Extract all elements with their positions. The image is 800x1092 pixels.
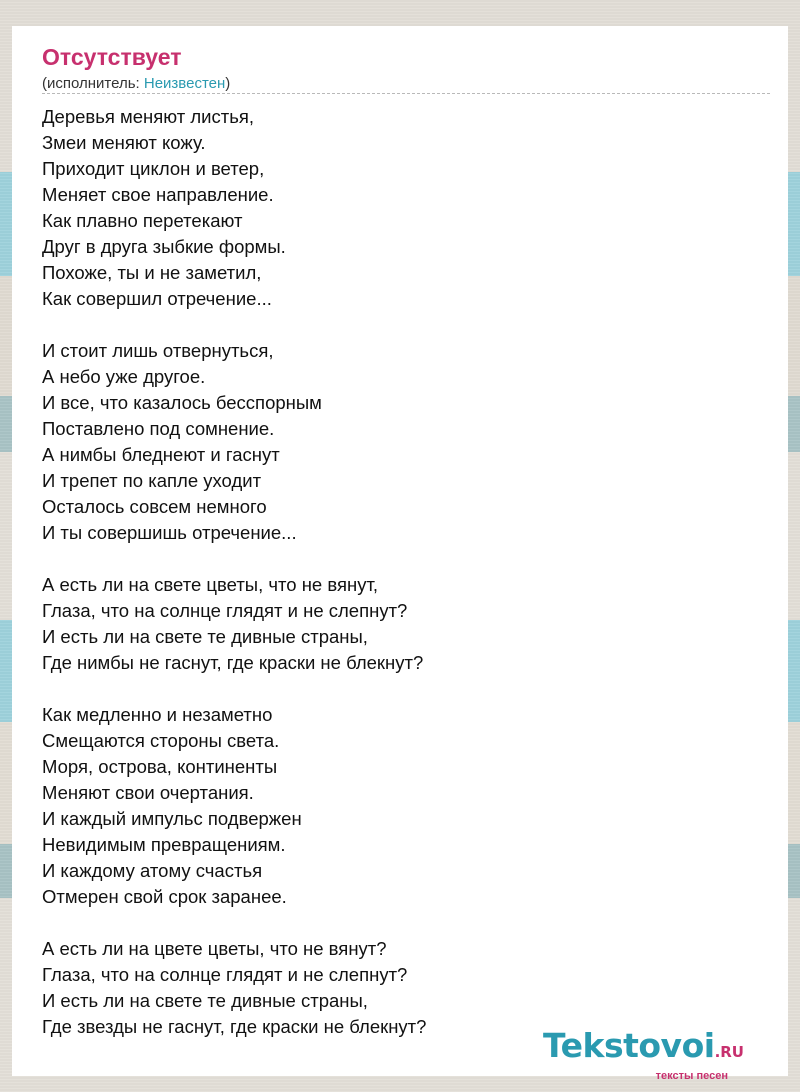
logo-name: Tekstovoi: [543, 1026, 715, 1065]
artist-line: [42, 74, 770, 94]
lyrics-card: [12, 26, 788, 1082]
song-title: Отсутствует: [42, 44, 182, 70]
logo-tagline: тексты песен: [655, 1070, 728, 1082]
site-logo[interactable]: [543, 1028, 744, 1082]
artist-link[interactable]: Неизвестен: [143, 75, 226, 92]
header-divider: [42, 93, 770, 94]
lyrics-text: Деревья меняют листья, Змеи меняют кожу. Приходит циклон и ветер, Меняет свое направление. Как плавно перетекают Друг в друга зыбкие формы. Похоже, ты и не заметил, Как совершил отречение... И стоит лишь отвернуться, А небо уже другое. И все, что казалось бесспорным Поставлено под сомнение. А нимбы бледнеют и гаснут И трепет по капле уходит Осталось совсем немного И ты совершишь отречение... А есть ли на свете цветы, что не вянут, Глаза, что на солнце глядят и не слепнут? И есть ли на свете те дивные страны, Где нимбы не гаснут, где краски не блекнут? Как медленно и незаметно Смещаются стороны света. Моря, острова, континенты Меняют свои очертания. И каждый импульс подвержен Невидимым превращениям. И каждому атому счастья Отмерен свой срок заранее. А есть ли на цвете цветы, что не вянут? Глаза, что на солнце глядят и не слепнут? И есть ли на свете те дивные страны, Где звезды не гаснут, где краски не блекнут?: [42, 106, 427, 1037]
artist-suffix: ): [225, 75, 231, 92]
song-header: [42, 42, 770, 94]
logo-wordmark: [543, 1028, 744, 1070]
artist-prefix: (исполнитель:: [42, 75, 144, 92]
logo-tld: .RU: [714, 1043, 744, 1061]
